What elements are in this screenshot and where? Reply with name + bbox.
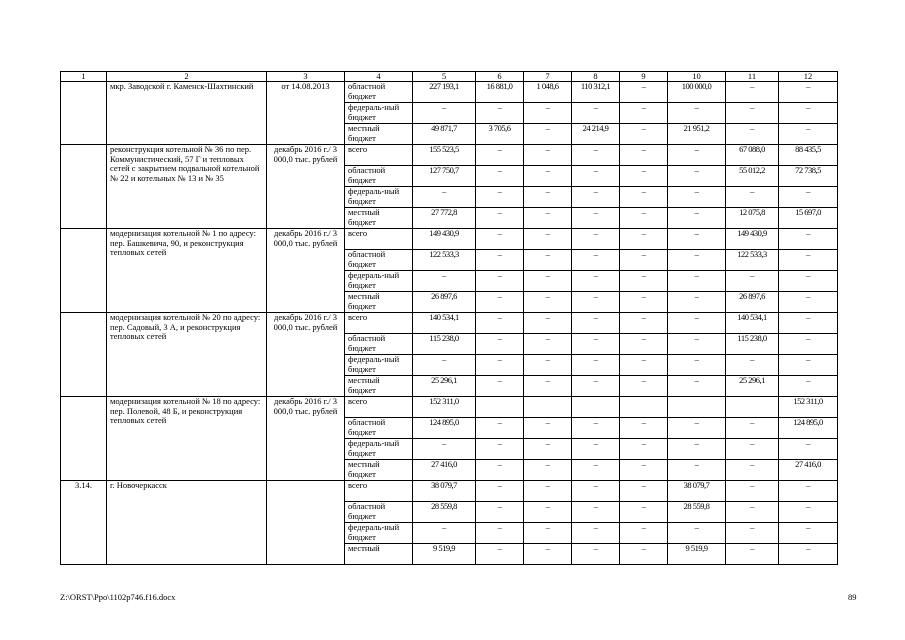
- amount-cell: 24 214,9: [572, 124, 620, 145]
- funding-source: федераль-ный бюджет: [345, 439, 413, 460]
- amount-cell: –: [476, 187, 524, 208]
- amount-cell: –: [572, 439, 620, 460]
- amount-cell: 3 705,6: [476, 124, 524, 145]
- amount-cell: –: [779, 229, 838, 250]
- amount-cell: –: [779, 313, 838, 334]
- amount-cell: –: [620, 124, 668, 145]
- amount-cell: –: [476, 439, 524, 460]
- amount-cell: –: [476, 229, 524, 250]
- amount-cell: –: [620, 313, 668, 334]
- amount-cell: –: [572, 166, 620, 187]
- amount-cell: –: [476, 166, 524, 187]
- amount-cell: 67 088,0: [726, 145, 779, 166]
- amount-cell: –: [620, 355, 668, 376]
- amount-cell: –: [779, 544, 838, 565]
- amount-cell: –: [779, 355, 838, 376]
- object-name: модернизация котельной № 18 по адресу: пер. Полевой, 48 Б, и реконструкция тепловых сетей: [107, 397, 267, 481]
- amount-cell: 12 075,8: [726, 208, 779, 229]
- amount-cell: –: [668, 460, 726, 481]
- amount-cell: 140 534,1: [413, 313, 476, 334]
- amount-cell: –: [572, 334, 620, 355]
- funding-source: федераль-ный бюджет: [345, 355, 413, 376]
- amount-cell: 110 312,1: [572, 82, 620, 103]
- amount-cell: –: [572, 418, 620, 439]
- amount-cell: –: [476, 460, 524, 481]
- amount-cell: [620, 397, 668, 418]
- amount-cell: 28 559,8: [668, 502, 726, 523]
- amount-cell: –: [726, 481, 779, 502]
- completion-period: от 14.08.2013: [267, 82, 345, 145]
- funding-source: местный бюджет: [345, 376, 413, 397]
- amount-cell: –: [779, 481, 838, 502]
- amount-cell: –: [572, 292, 620, 313]
- amount-cell: –: [524, 502, 572, 523]
- amount-cell: 49 871,7: [413, 124, 476, 145]
- amount-cell: –: [524, 355, 572, 376]
- amount-cell: –: [620, 502, 668, 523]
- amount-cell: 38 079,7: [413, 481, 476, 502]
- amount-cell: –: [524, 418, 572, 439]
- amount-cell: –: [524, 103, 572, 124]
- amount-cell: 149 430,9: [413, 229, 476, 250]
- amount-cell: 122 533,3: [726, 250, 779, 271]
- amount-cell: –: [524, 271, 572, 292]
- amount-cell: –: [668, 439, 726, 460]
- amount-cell: –: [572, 208, 620, 229]
- amount-cell: –: [413, 103, 476, 124]
- amount-cell: –: [620, 250, 668, 271]
- amount-cell: –: [413, 523, 476, 544]
- amount-cell: 27 772,8: [413, 208, 476, 229]
- funding-source: местный бюджет: [345, 208, 413, 229]
- amount-cell: –: [620, 166, 668, 187]
- amount-cell: 25 296,1: [726, 376, 779, 397]
- amount-cell: –: [524, 481, 572, 502]
- amount-cell: –: [620, 292, 668, 313]
- completion-period: декабрь 2016 г./ 3 000,0 тыс. рублей: [267, 229, 345, 313]
- amount-cell: –: [620, 439, 668, 460]
- amount-cell: –: [413, 439, 476, 460]
- amount-cell: –: [572, 544, 620, 565]
- amount-cell: 9 519,9: [413, 544, 476, 565]
- amount-cell: –: [572, 229, 620, 250]
- amount-cell: –: [524, 313, 572, 334]
- amount-cell: –: [668, 355, 726, 376]
- amount-cell: –: [668, 376, 726, 397]
- amount-cell: –: [572, 502, 620, 523]
- amount-cell: –: [476, 334, 524, 355]
- amount-cell: –: [524, 376, 572, 397]
- amount-cell: –: [620, 334, 668, 355]
- amount-cell: –: [620, 523, 668, 544]
- amount-cell: 140 534,1: [726, 313, 779, 334]
- amount-cell: 124 895,0: [413, 418, 476, 439]
- amount-cell: –: [413, 187, 476, 208]
- amount-cell: –: [476, 250, 524, 271]
- amount-cell: –: [620, 481, 668, 502]
- funding-source: федераль-ный бюджет: [345, 523, 413, 544]
- amount-cell: –: [476, 523, 524, 544]
- amount-cell: –: [572, 376, 620, 397]
- amount-cell: –: [726, 544, 779, 565]
- completion-period: декабрь 2016 г./ 3 000,0 тыс. рублей: [267, 145, 345, 229]
- amount-cell: –: [524, 208, 572, 229]
- amount-cell: –: [779, 250, 838, 271]
- amount-cell: –: [668, 313, 726, 334]
- amount-cell: –: [779, 271, 838, 292]
- funding-source: всего: [345, 145, 413, 166]
- amount-cell: 1 048,6: [524, 82, 572, 103]
- amount-cell: –: [572, 481, 620, 502]
- amount-cell: –: [668, 166, 726, 187]
- completion-period: [267, 481, 345, 565]
- amount-cell: –: [476, 481, 524, 502]
- amount-cell: 100 000,0: [668, 82, 726, 103]
- amount-cell: 9 519,9: [668, 544, 726, 565]
- amount-cell: –: [779, 376, 838, 397]
- item-number: [61, 82, 107, 145]
- amount-cell: –: [524, 460, 572, 481]
- amount-cell: 155 523,5: [413, 145, 476, 166]
- amount-cell: –: [476, 376, 524, 397]
- amount-cell: –: [726, 103, 779, 124]
- amount-cell: [726, 397, 779, 418]
- amount-cell: –: [726, 460, 779, 481]
- item-number: [61, 313, 107, 397]
- amount-cell: [572, 397, 620, 418]
- amount-cell: –: [413, 271, 476, 292]
- column-number: 6: [476, 72, 524, 82]
- amount-cell: –: [524, 124, 572, 145]
- amount-cell: –: [726, 271, 779, 292]
- amount-cell: –: [572, 187, 620, 208]
- amount-cell: –: [779, 82, 838, 103]
- funding-source: областной бюджет: [345, 334, 413, 355]
- amount-cell: –: [779, 292, 838, 313]
- funding-source: федераль-ный бюджет: [345, 187, 413, 208]
- amount-cell: –: [779, 334, 838, 355]
- amount-cell: –: [572, 271, 620, 292]
- funding-source: областной бюджет: [345, 418, 413, 439]
- amount-cell: 27 416,0: [779, 460, 838, 481]
- amount-cell: –: [779, 187, 838, 208]
- amount-cell: –: [668, 208, 726, 229]
- amount-cell: –: [476, 208, 524, 229]
- amount-cell: –: [572, 145, 620, 166]
- amount-cell: –: [620, 544, 668, 565]
- amount-cell: –: [726, 82, 779, 103]
- amount-cell: –: [572, 313, 620, 334]
- funding-source: всего: [345, 397, 413, 418]
- column-number: 9: [620, 72, 668, 82]
- amount-cell: 227 193,1: [413, 82, 476, 103]
- funding-source: всего: [345, 313, 413, 334]
- column-number: 12: [779, 72, 838, 82]
- column-number-row: [61, 72, 838, 82]
- amount-cell: –: [668, 334, 726, 355]
- budget-table-body: [61, 72, 838, 565]
- column-number: 2: [107, 72, 267, 82]
- amount-cell: –: [524, 166, 572, 187]
- amount-cell: –: [726, 439, 779, 460]
- table-row: [61, 397, 838, 418]
- funding-source: местный бюджет: [345, 124, 413, 145]
- amount-cell: –: [779, 439, 838, 460]
- amount-cell: –: [779, 124, 838, 145]
- amount-cell: –: [476, 544, 524, 565]
- budget-table: [60, 71, 838, 565]
- amount-cell: –: [668, 103, 726, 124]
- amount-cell: –: [668, 145, 726, 166]
- table-row: [61, 229, 838, 250]
- column-number: 3: [267, 72, 345, 82]
- amount-cell: –: [620, 187, 668, 208]
- funding-source: областной бюджет: [345, 82, 413, 103]
- funding-source: местный бюджет: [345, 460, 413, 481]
- amount-cell: –: [524, 544, 572, 565]
- completion-period: декабрь 2016 г./ 3 000,0 тыс. рублей: [267, 397, 345, 481]
- amount-cell: –: [572, 523, 620, 544]
- amount-cell: –: [620, 271, 668, 292]
- amount-cell: –: [726, 523, 779, 544]
- amount-cell: –: [620, 145, 668, 166]
- amount-cell: –: [476, 502, 524, 523]
- amount-cell: 38 079,7: [668, 481, 726, 502]
- amount-cell: –: [524, 292, 572, 313]
- amount-cell: –: [572, 355, 620, 376]
- object-name: г. Новочеркасск: [107, 481, 267, 565]
- amount-cell: –: [572, 460, 620, 481]
- amount-cell: –: [476, 103, 524, 124]
- column-number: 4: [345, 72, 413, 82]
- amount-cell: [524, 397, 572, 418]
- amount-cell: –: [476, 418, 524, 439]
- funding-source: всего: [345, 481, 413, 502]
- amount-cell: –: [726, 355, 779, 376]
- amount-cell: –: [524, 523, 572, 544]
- amount-cell: 26 897,6: [413, 292, 476, 313]
- amount-cell: 27 416,0: [413, 460, 476, 481]
- column-number: 8: [572, 72, 620, 82]
- funding-source: областной бюджет: [345, 166, 413, 187]
- object-name: модернизация котельной № 1 по адресу: пер. Башкевича, 90, и реконструкция тепловых сетей: [107, 229, 267, 313]
- amount-cell: 26 897,6: [726, 292, 779, 313]
- amount-cell: 55 012,2: [726, 166, 779, 187]
- amount-cell: 115 238,0: [726, 334, 779, 355]
- funding-source: местный бюджет: [345, 292, 413, 313]
- footer-file-path: Z:\ORST\Ppo\1102p746.f16.docx: [60, 592, 176, 602]
- table-row: [61, 481, 838, 502]
- column-number: 10: [668, 72, 726, 82]
- amount-cell: 152 311,0: [779, 397, 838, 418]
- amount-cell: –: [779, 502, 838, 523]
- funding-source: областной бюджет: [345, 250, 413, 271]
- amount-cell: –: [668, 250, 726, 271]
- table-row: [61, 82, 838, 103]
- funding-source: федераль-ный бюджет: [345, 103, 413, 124]
- amount-cell: 127 750,7: [413, 166, 476, 187]
- amount-cell: –: [726, 502, 779, 523]
- budget-table-page: [60, 71, 838, 565]
- column-number: 11: [726, 72, 779, 82]
- amount-cell: –: [620, 82, 668, 103]
- object-name: реконструкция котельной № 36 по пер. Коммунистический, 57 Г и тепловых сетей с закрытием подвальной котельной № 22 и котельных № 13 и № 35: [107, 145, 267, 229]
- amount-cell: 152 311,0: [413, 397, 476, 418]
- amount-cell: [668, 397, 726, 418]
- funding-source: областной бюджет: [345, 502, 413, 523]
- amount-cell: –: [572, 250, 620, 271]
- amount-cell: –: [668, 187, 726, 208]
- completion-period: декабрь 2016 г./ 3 000,0 тыс. рублей: [267, 313, 345, 397]
- amount-cell: 124 895,0: [779, 418, 838, 439]
- amount-cell: –: [572, 103, 620, 124]
- object-name: модернизация котельной № 20 по адресу: пер. Садовый, 3 А, и реконструкция тепловых сетей: [107, 313, 267, 397]
- amount-cell: –: [524, 229, 572, 250]
- amount-cell: –: [476, 313, 524, 334]
- amount-cell: –: [620, 460, 668, 481]
- amount-cell: 149 430,9: [726, 229, 779, 250]
- column-number: 1: [61, 72, 107, 82]
- amount-cell: –: [620, 229, 668, 250]
- amount-cell: 28 559,8: [413, 502, 476, 523]
- amount-cell: –: [524, 439, 572, 460]
- amount-cell: –: [476, 271, 524, 292]
- amount-cell: –: [524, 145, 572, 166]
- funding-source: федераль-ный бюджет: [345, 271, 413, 292]
- amount-cell: 72 738,5: [779, 166, 838, 187]
- amount-cell: 88 435,5: [779, 145, 838, 166]
- amount-cell: 21 951,2: [668, 124, 726, 145]
- amount-cell: –: [668, 292, 726, 313]
- amount-cell: –: [524, 334, 572, 355]
- amount-cell: –: [726, 124, 779, 145]
- amount-cell: –: [779, 523, 838, 544]
- column-number: 7: [524, 72, 572, 82]
- object-name: мкр. Заводской г. Каменск-Шахтинский: [107, 82, 267, 145]
- item-number: [61, 397, 107, 481]
- amount-cell: –: [668, 523, 726, 544]
- amount-cell: 25 296,1: [413, 376, 476, 397]
- amount-cell: –: [726, 187, 779, 208]
- amount-cell: –: [524, 250, 572, 271]
- amount-cell: –: [668, 418, 726, 439]
- funding-source: местный: [345, 544, 413, 565]
- item-number: [61, 229, 107, 313]
- footer-page-number: 89: [848, 592, 857, 602]
- column-number: 5: [413, 72, 476, 82]
- amount-cell: [476, 397, 524, 418]
- amount-cell: 122 533,3: [413, 250, 476, 271]
- amount-cell: 15 697,0: [779, 208, 838, 229]
- amount-cell: –: [726, 418, 779, 439]
- amount-cell: –: [476, 145, 524, 166]
- table-row: [61, 145, 838, 166]
- amount-cell: –: [413, 355, 476, 376]
- amount-cell: –: [620, 376, 668, 397]
- item-number: [61, 145, 107, 229]
- amount-cell: –: [620, 208, 668, 229]
- amount-cell: 16 881,0: [476, 82, 524, 103]
- amount-cell: 115 238,0: [413, 334, 476, 355]
- amount-cell: –: [779, 103, 838, 124]
- amount-cell: –: [620, 418, 668, 439]
- amount-cell: –: [668, 229, 726, 250]
- amount-cell: –: [524, 187, 572, 208]
- funding-source: всего: [345, 229, 413, 250]
- amount-cell: –: [668, 271, 726, 292]
- amount-cell: –: [476, 355, 524, 376]
- item-number: 3.14.: [61, 481, 107, 565]
- amount-cell: –: [620, 103, 668, 124]
- table-row: [61, 313, 838, 334]
- amount-cell: –: [476, 292, 524, 313]
